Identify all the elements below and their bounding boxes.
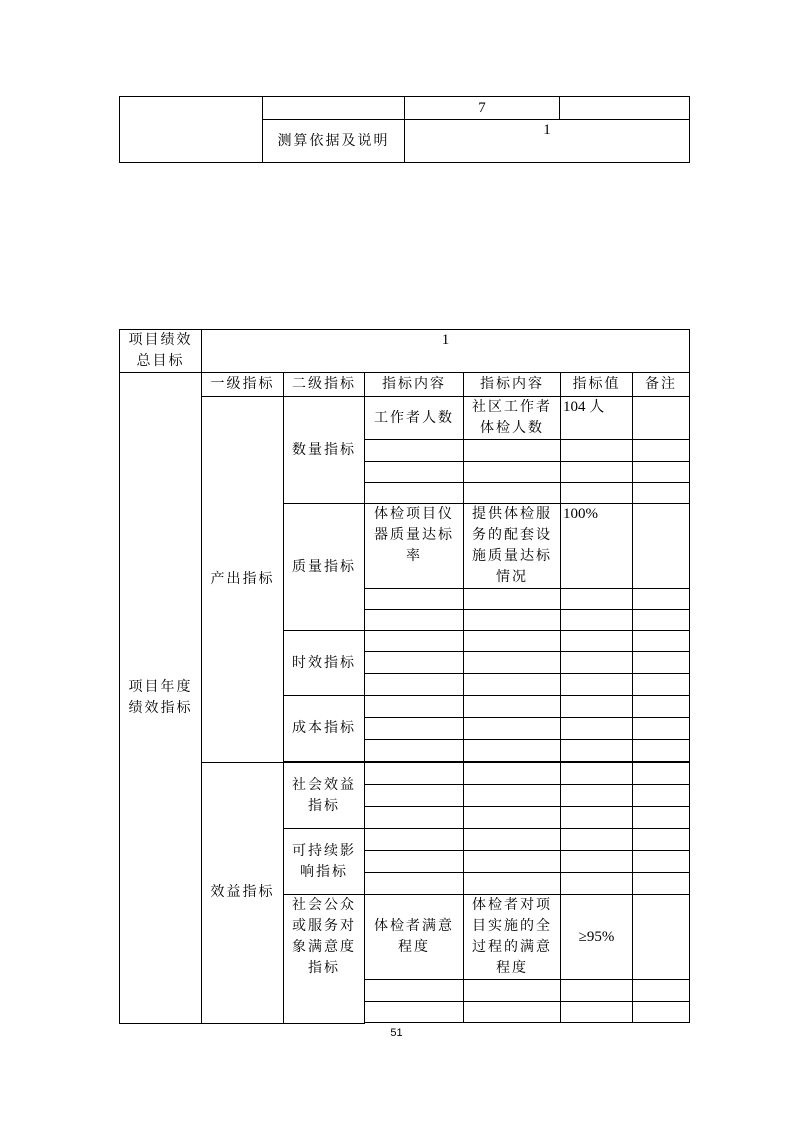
level2-quantity: 数量指标 <box>284 397 365 504</box>
level2-cost: 成本指标 <box>284 696 365 762</box>
level2-quality: 质量指标 <box>284 504 365 631</box>
basis-value: 1 <box>405 120 690 163</box>
empty-cell <box>263 97 405 120</box>
basis-label: 测算依据及说明 <box>263 120 405 163</box>
row-value: 7 <box>405 97 560 120</box>
quantity-value: 104 人 <box>561 397 633 440</box>
level1-output: 产出指标 <box>202 397 284 763</box>
performance-table <box>119 329 689 1024</box>
satisfaction-detail: 体检者对项目实施的全过程的满意程度 <box>464 895 561 980</box>
satisfaction-content: 体检者满意程度 <box>365 895 464 980</box>
quantity-detail: 社区工作者体检人数 <box>464 397 561 440</box>
budget-table <box>119 96 689 163</box>
header-cell: 一级指标 <box>202 373 284 397</box>
empty-cell <box>560 97 690 120</box>
header-cell: 指标值 <box>561 373 633 397</box>
goal-value: 1 <box>202 330 690 373</box>
level1-benefit: 效益指标 <box>202 763 284 1024</box>
empty-cell <box>633 895 690 980</box>
quality-value: 100% <box>561 504 633 589</box>
empty-cell <box>633 504 690 589</box>
quality-content: 体检项目仪器质量达标率 <box>365 504 464 589</box>
quantity-content: 工作者人数 <box>365 397 464 440</box>
empty-cell <box>633 397 690 440</box>
header-cell: 指标内容 <box>464 373 561 397</box>
quality-detail: 提供体检服务的配套设施质量达标情况 <box>464 504 561 589</box>
level2-timeliness: 时效指标 <box>284 631 365 696</box>
annual-indicator-label: 项目年度绩效指标 <box>120 373 202 1024</box>
goal-label: 项目绩效总目标 <box>120 330 202 373</box>
header-cell: 指标内容 <box>365 373 464 397</box>
page-number: 51 <box>390 1027 403 1039</box>
header-cell: 备注 <box>633 373 690 397</box>
level2-social-benefit: 社会效益指标 <box>284 763 365 829</box>
header-cell: 二级指标 <box>284 373 365 397</box>
level2-satisfaction: 社会公众或服务对象满意度指标 <box>284 895 365 1024</box>
satisfaction-value: ≥95% <box>561 895 633 980</box>
merged-cell <box>120 97 263 163</box>
level2-sustainable: 可持续影响指标 <box>284 829 365 895</box>
